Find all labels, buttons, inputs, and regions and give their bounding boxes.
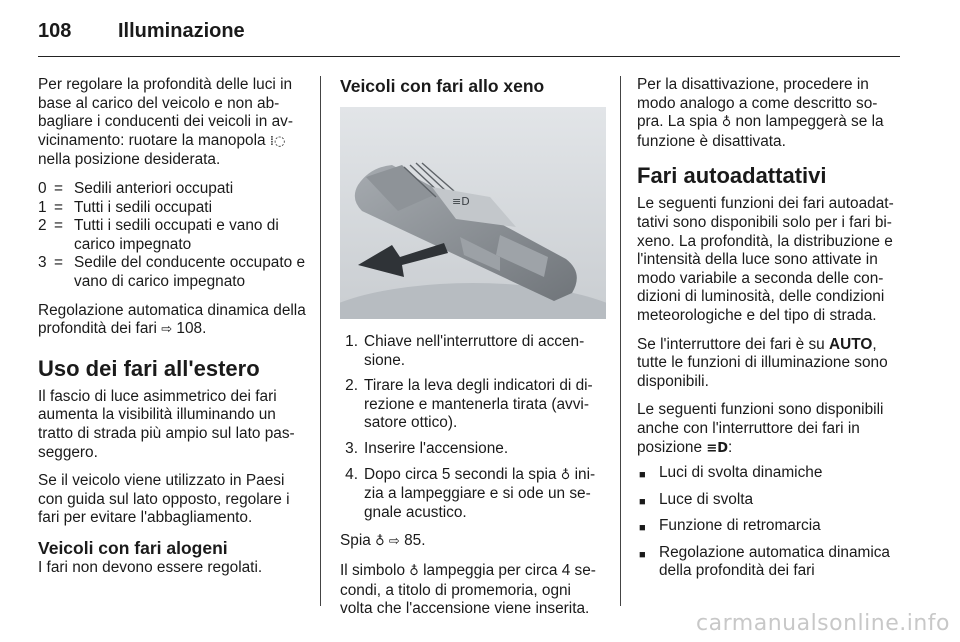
step-number: 4. — [345, 465, 358, 483]
column-divider-2 — [620, 76, 621, 606]
step-number: 1. — [345, 333, 358, 350]
reference-arrow-icon: ⇨ — [388, 534, 400, 550]
auto-regulation-text: Regolazione automatica dinamica della profondità dei fari — [38, 301, 306, 338]
step-text-a: Dopo circa 5 secondi la spia — [364, 465, 557, 483]
column-left — [38, 76, 308, 587]
list-item — [637, 517, 903, 538]
reference-arrow-icon: ⇨ — [161, 322, 173, 338]
auto-switch-label: AUTO — [829, 335, 873, 353]
setting-key: 2 — [38, 217, 47, 235]
column-right — [637, 76, 903, 587]
step-text: Tirare la leva degli indicatori di di- rezione e mantenerla tirata (avvi- satore ottico). — [364, 377, 593, 432]
load-setting-row — [38, 217, 308, 254]
bullet-icon: ■ — [639, 469, 646, 482]
adaptive-paragraph: Le seguenti funzioni dei fari autoadat- tativi sono disponibili solo per i fari bi- xeno. La profondità, la distribuzione e l'intensità della luce sono attivate in modo variabile a seconda delle con- dizioni di luminosità, delle condizioni meteorologiche e del tipo di strada. — [637, 195, 894, 324]
deactivation-text-a: Per la disattivazione, procedere in modo analogo a come descritto so- pra. La spia — [637, 76, 878, 131]
abroad-heading: Uso dei fari all'estero — [38, 355, 260, 381]
setting-eq: = — [54, 217, 63, 235]
abroad-paragraph-2: Se il veicolo viene utilizzato in Paesi con guida sul lato opposto, regolare i fari per evitare l'abbagliamento. — [38, 472, 290, 527]
page-reference-link[interactable]: 108. — [176, 320, 207, 338]
adaptive-heading: Fari autoadattativi — [637, 163, 827, 189]
warning-lamp-icon: ♁ — [375, 534, 385, 550]
abroad-paragraph-1: Il fascio di luce asimmetrico dei fari aumenta la visibilità illuminando un tratto di strada più ampio sul lato pas- seggero. — [38, 387, 295, 461]
step-number: 2. — [345, 377, 358, 395]
step-number: 3. — [345, 439, 358, 457]
load-settings-list — [38, 180, 308, 292]
symbol-text-b: lampeggia per circa 4 se- condi, a titolo di promemoria, ogni volta che l'accensione viene inserita. — [340, 561, 596, 618]
activation-steps — [340, 333, 606, 522]
list-item — [637, 464, 903, 485]
setting-value: Sedili anteriori occupati — [74, 179, 234, 197]
intro-end-text: nella posizione desiderata. — [38, 151, 221, 169]
step-text: Chiave nell'interruttore di accen- sione. — [364, 333, 585, 369]
setting-value: Tutti i sedili occupati — [74, 198, 213, 216]
setting-value: Tutti i sedili occupati e vano di carico impegnato — [74, 217, 279, 253]
list-item-text: Luce di svolta — [659, 490, 754, 508]
spia-text: Spia — [340, 532, 371, 550]
step-text-b: ini- zia a lampeggiare e si ode un se- gnale acustico. — [364, 465, 596, 521]
indicator-lever-illustration — [340, 107, 606, 319]
intro-paragraph — [38, 76, 308, 170]
lever-drawing — [340, 107, 606, 319]
auto-regulation-paragraph — [38, 302, 308, 340]
column-divider-1 — [320, 76, 321, 606]
intro-text: Per regolare la profondità delle luci in base al carico del veicolo e non ab- bagliare i conducenti dei veicoli in av- vicinamento: ruotare la manopola — [38, 76, 293, 149]
auto-paragraph — [637, 336, 903, 392]
setting-eq: = — [54, 179, 63, 197]
setting-key: 3 — [38, 254, 47, 272]
setting-key: 1 — [38, 198, 47, 216]
xenon-heading: Veicoli con fari allo xeno — [340, 76, 545, 96]
headlamp-icon: ≡D — [706, 440, 728, 456]
setting-value: Sedile del conducente occupato e vano di carico impegnato — [74, 254, 306, 290]
bullet-icon: ■ — [639, 548, 646, 561]
step-text: Inserire l'accensione. — [364, 439, 509, 457]
page-reference-link[interactable]: 85. — [404, 532, 426, 550]
setting-eq: = — [54, 198, 63, 216]
halogen-paragraph: I fari non devono essere regolati. — [38, 558, 263, 576]
load-setting-row — [38, 254, 308, 291]
bullet-icon: ■ — [639, 522, 646, 535]
warning-lamp-icon: ♁ — [560, 467, 571, 483]
page-header — [38, 20, 922, 44]
section-title: Illuminazione — [118, 20, 245, 42]
page-number: 108 — [38, 20, 72, 42]
auto-text-b: , tutte le funzioni di illuminazione sono disponibili. — [637, 335, 888, 390]
step-item — [340, 466, 606, 523]
watermark: carmanualsonline.info — [696, 611, 950, 636]
column-middle — [340, 76, 606, 629]
list-item-text: Funzione di retromarcia — [659, 517, 821, 535]
step-item — [340, 440, 606, 459]
symbol-paragraph — [340, 562, 606, 619]
setting-key: 0 — [38, 179, 47, 197]
auto-text-a: Se l'interruttore dei fari è su — [637, 335, 825, 353]
list-item-text: Regolazione automatica dinamica della profondità dei fari — [659, 543, 890, 580]
list-item-text: Luci di svolta dinamiche — [659, 464, 823, 482]
list-item — [637, 491, 903, 512]
deactivation-paragraph — [637, 76, 903, 151]
warning-lamp-icon: ♁ — [409, 563, 419, 579]
warning-lamp-icon: ♁ — [721, 115, 732, 131]
header-rule — [38, 56, 900, 57]
spia-paragraph — [340, 532, 606, 552]
load-setting-row — [38, 199, 308, 218]
bullet-icon: ■ — [639, 495, 646, 508]
adaptive-functions-list — [637, 464, 903, 581]
functions-text: Le seguenti funzioni sono disponibili anche con l'interruttore dei fari in posizione — [637, 401, 884, 456]
headlamp-range-icon: ⁞◌ — [269, 133, 286, 149]
step-item — [340, 377, 606, 433]
step-item — [340, 333, 606, 370]
svg-text:≡D: ≡D — [452, 195, 470, 208]
setting-eq: = — [54, 254, 63, 272]
symbol-text-a: Il simbolo — [340, 561, 406, 579]
list-item — [637, 544, 903, 581]
functions-paragraph — [637, 401, 903, 458]
load-setting-row — [38, 180, 308, 199]
deactivation-text-b: non lampeggerà se la funzione è disattivata. — [637, 113, 884, 150]
step-text — [364, 466, 606, 523]
functions-colon: : — [728, 438, 733, 456]
halogen-heading: Veicoli con fari alogeni — [38, 537, 228, 558]
